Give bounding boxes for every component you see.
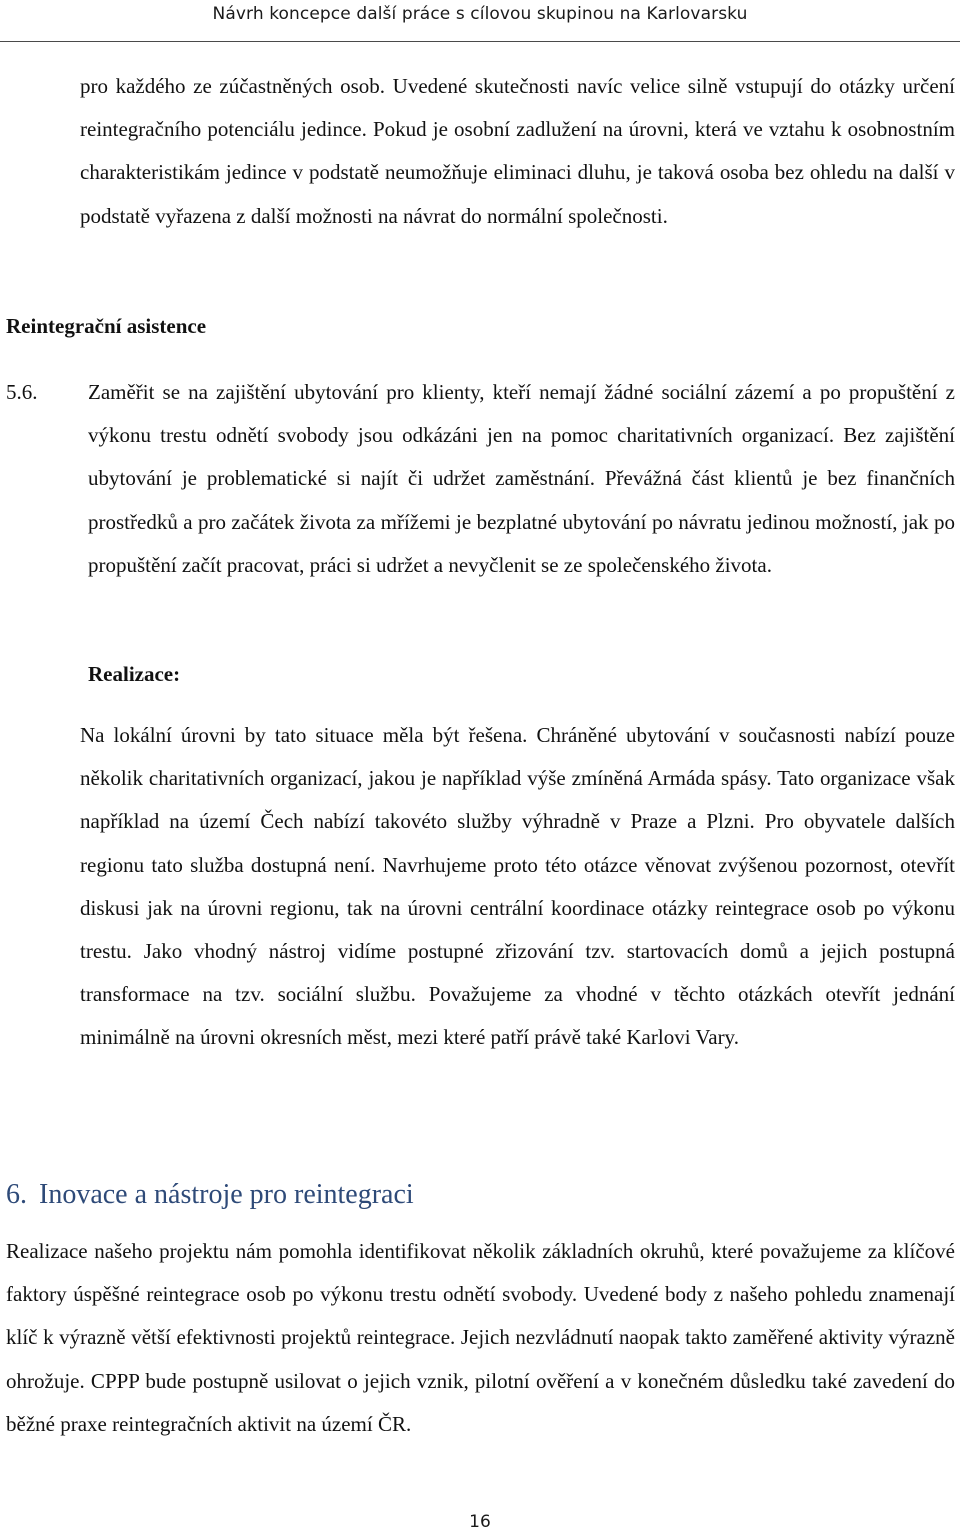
chapter-title: Inovace a nástroje pro reintegraci <box>39 1179 414 1210</box>
realizace-paragraph <box>80 714 955 1060</box>
intro-text: pro každého ze zúčastněných osob. Uvedené skutečnosti navíc velice silně vstupují do otázky určení reintegračního potenciálu jedince. Pokud je osobní zadlužení na úrovni, která ve vztahu k osobnostním charakteristikám jedince v podstatě neumožňuje eliminaci dluhu, je taková osoba bez ohledu na další v podstatě vyřazena z další možnosti na návrat do normální společnosti. <box>80 74 955 228</box>
intro-paragraph <box>80 65 955 238</box>
numbered-item <box>6 371 955 587</box>
chapter-text: Realizace našeho projektu nám pomohla identifikovat několik základních okruhů, které považujeme za klíčové faktory úspěšné reintegrace osob po výkonu trestu odnětí svobody. Uvedené body z našeho pohledu znamenají klíč k výrazně větší efektivnosti projektů reintegrace. Jejich nezvládnutí naopak takto zaměřené aktivity výrazně ohrožuje. CPPP bude postupně usilovat o jejich vznik, pilotní ověření a v konečném důsledku také zavedení do běžné praxe reintegračních aktivit na území ČR. <box>6 1239 955 1436</box>
running-header: Návrh koncepce další práce s cílovou skupinou na Karlovarsku <box>212 4 748 24</box>
chapter-paragraph <box>6 1230 955 1446</box>
page-number: 16 <box>469 1512 491 1532</box>
chapter-number: 6. <box>6 1179 27 1210</box>
header-divider <box>0 41 960 42</box>
realizace-text: Na lokální úrovni by tato situace měla být řešena. Chráněné ubytování v současnosti nabízí pouze několik charitativních organizací, jakou je například výše zmíněná Armáda spásy. Tato organizace však například na území Čech nabízí takovéto služby výhradně v Praze a Plzni. Pro obyvatele dalších regionu tato služba dostupná není. Navrhujeme proto této otázce věnovat zvýšenou pozornost, otevřít diskusi jak na úrovni regionu, tak na úrovni centrální koordinace otázky reintegrace osob po výkonu trestu. Jako vhodný nástroj vidíme postupné zřizování tzv. startovacích domů a jejich postupná transformace na tzv. sociální službu. Považujeme za vhodné v těchto otázkách otevřít jednání minimálně na úrovni okresních měst, mezi které patří právě také Karlovi Vary. <box>80 723 955 1050</box>
chapter-heading <box>6 1175 414 1215</box>
item-text: Zaměřit se na zajištění ubytování pro klienty, kteří nemají žádné sociální zázemí a po propuštění z výkonu trestu odnětí svobody jsou odkázáni jen na pomoc charitativních organizací. Bez zajištění ubytování je problematické si najít či udržet zaměstnání. Převážná část klientů je bez finančních prostředků a pro začátek života za mřížemi je bezplatné ubytování po návratu jedinou možností, jak po propuštění začít pracovat, práci si udržet a nevyčlenit se ze společenského života. <box>88 380 955 577</box>
realizace-label: Realizace: <box>88 662 181 686</box>
section-heading: Reintegrační asistence <box>6 314 207 338</box>
item-number: 5.6. <box>6 380 38 404</box>
